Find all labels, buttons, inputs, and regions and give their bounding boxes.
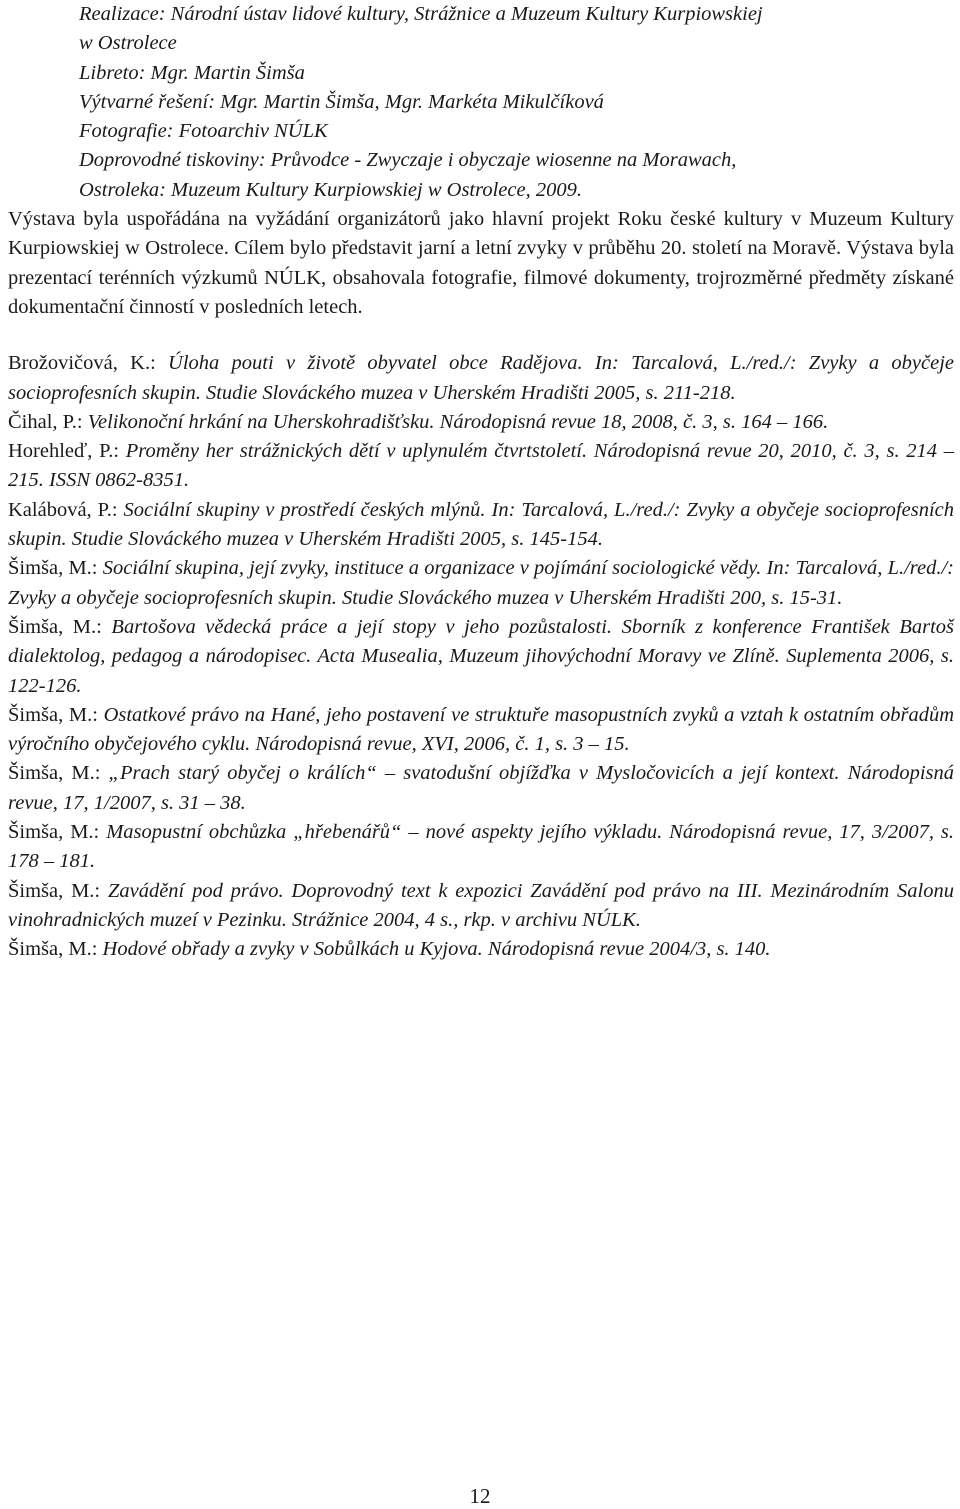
credit-line: Ostroleka: Muzeum Kultury Kurpiowskiej w Ostrolece, 2009. [79,178,582,201]
credit-line: Výtvarné řešení: Mgr. Martin Šimša, Mgr. Markéta Mikulčíková [79,90,604,113]
entry-author: Šimša, M.: [8,703,98,726]
bibliography-entry [8,818,954,877]
page-number: 12 [469,1484,491,1508]
credit-line: Fotografie: Fotoarchiv NÚLK [79,120,328,143]
document-page [8,0,954,965]
entry-text: Sociální skupina, její zvyky, instituce a organizace v pojímání sociologické vědy. In: Tarcalová, L./red./: Zvyky a obyčeje socioprofesních skupin. Studie Slováckého muzea v Uherském Hradišti 200, s. 15-31. [8,557,955,609]
entry-text: Bartošova vědecká práce a její stopy v jeho pozůstalosti. Sborník z konference František Bartoš dialektolog, pedagog a národopisec. Acta Musealia, Muzeum jihovýchodní Moravy ve Zlíně. Suplementa 2006, s. 122-126. [8,615,955,697]
entry-text: „Prach starý obyčej o králích“ – svatodušní objížďka v Mysločovicích a její kontext. Národopisná revue, 17, 1/2007, s. 31 – 38. [8,762,954,814]
bibliography-entry [8,613,954,701]
credit-line: Realizace: Národní ústav lidové kultury, Strážnice a Muzeum Kultury Kurpiowskiej [79,3,763,25]
bibliography-entry [8,408,954,437]
entry-text: Sociální skupiny v prostředí českých mlýnů. In: Tarcalová, L./red./: Zvyky a obyčeje socioprofesních skupin. Studie Slováckého muzea v Uherském Hradišti 2005, s. 145-154. [8,498,954,551]
bibliography-entry [8,935,954,964]
bibliography-entry [8,437,954,496]
entry-text: Úloha pouti v životě obyvatel obce Radějova. In: Tarcalová, L./red./: Zvyky a obyčeje socioprofesních skupin. Studie Slováckého muzea v Uherském Hradišti 2005, s. 211-218. [8,352,954,404]
entry-author: Kalábová, P.: [8,498,118,521]
entry-author: Šimša, M.: [8,879,101,902]
credit-line: w Ostrolece [79,32,177,55]
bibliography-entry [8,554,954,613]
entry-author: Čihal, P.: [8,410,83,433]
entry-text: Hodové obřady a zvyky v Sobůlkách u Kyjova. Národopisná revue 2004/3, s. 140. [97,938,771,961]
entry-text: Proměny her strážnických dětí v uplynulém čtvrtstoletí. Národopisná revue 20, 2010, č. 3, s. 214 – 215. ISSN 0862-8351. [8,440,954,492]
entry-text: Masopustní obchůzka „hřebenářů“ – nové aspekty jejího výkladu. Národopisná revue, 17, 3/2007, s. 178 – 181. [8,821,955,873]
exhibition-credits [8,0,954,205]
bibliography-entry [8,759,954,818]
entry-author: Horehleď, P.: [8,440,120,463]
bibliography-entry [8,496,954,555]
bibliography-entry [8,349,954,408]
entry-text: Zavádění pod právo. Doprovodný text k expozici Zavádění pod právo na III. Mezinárodním Salonu vinohradnických muzeí v Pezinku. Strážnice 2004, 4 s., rkp. v archivu NÚLK. [8,879,954,931]
credit-line: Doprovodné tiskoviny: Průvodce - Zwyczaje i obyczaje wiosenne na Morawach, [79,149,737,172]
entry-author: Šimša, M.: [8,557,98,580]
entry-author: Šimša, M.: [8,821,100,844]
credit-line: Libreto: Mgr. Martin Šimša [79,61,305,84]
bibliography [8,349,954,964]
entry-author: Šimša, M.: [8,762,101,785]
exhibition-description: Výstava byla uspořádána na vyžádání organizátorů jako hlavní projekt Roku české kultury v Muzeum Kultury Kurpiowskiej w Ostrolece. Cílem bylo představit jarní a letní zvyky v průběhu 20. století na Moravě. Výstava byla prezentací terénních výzkumů NÚLK, obsahovala fotografie, filmové dokumenty, trojrozměrné předměty získané dokumentační činností v posledních letech. [8,208,954,318]
bibliography-entry [8,877,954,936]
bibliography-entry [8,701,954,760]
entry-author: Šimša, M.: [8,938,98,961]
entry-author: Brožovičová, K.: [8,352,156,375]
entry-author: Šimša, M.: [8,615,102,638]
entry-text: Ostatkové právo na Hané, jeho postavení ve struktuře masopustních zvyků a vztah k ostatním obřadům výročního obyčejového cyklu. Národopisná revue, XVI, 2006, č. 1, s. 3 – 15. [8,703,954,756]
entry-text: Velikonoční hrkání na Uherskohradišťsku. Národopisná revue 18, 2008, č. 3, s. 164 – 166. [82,410,829,433]
